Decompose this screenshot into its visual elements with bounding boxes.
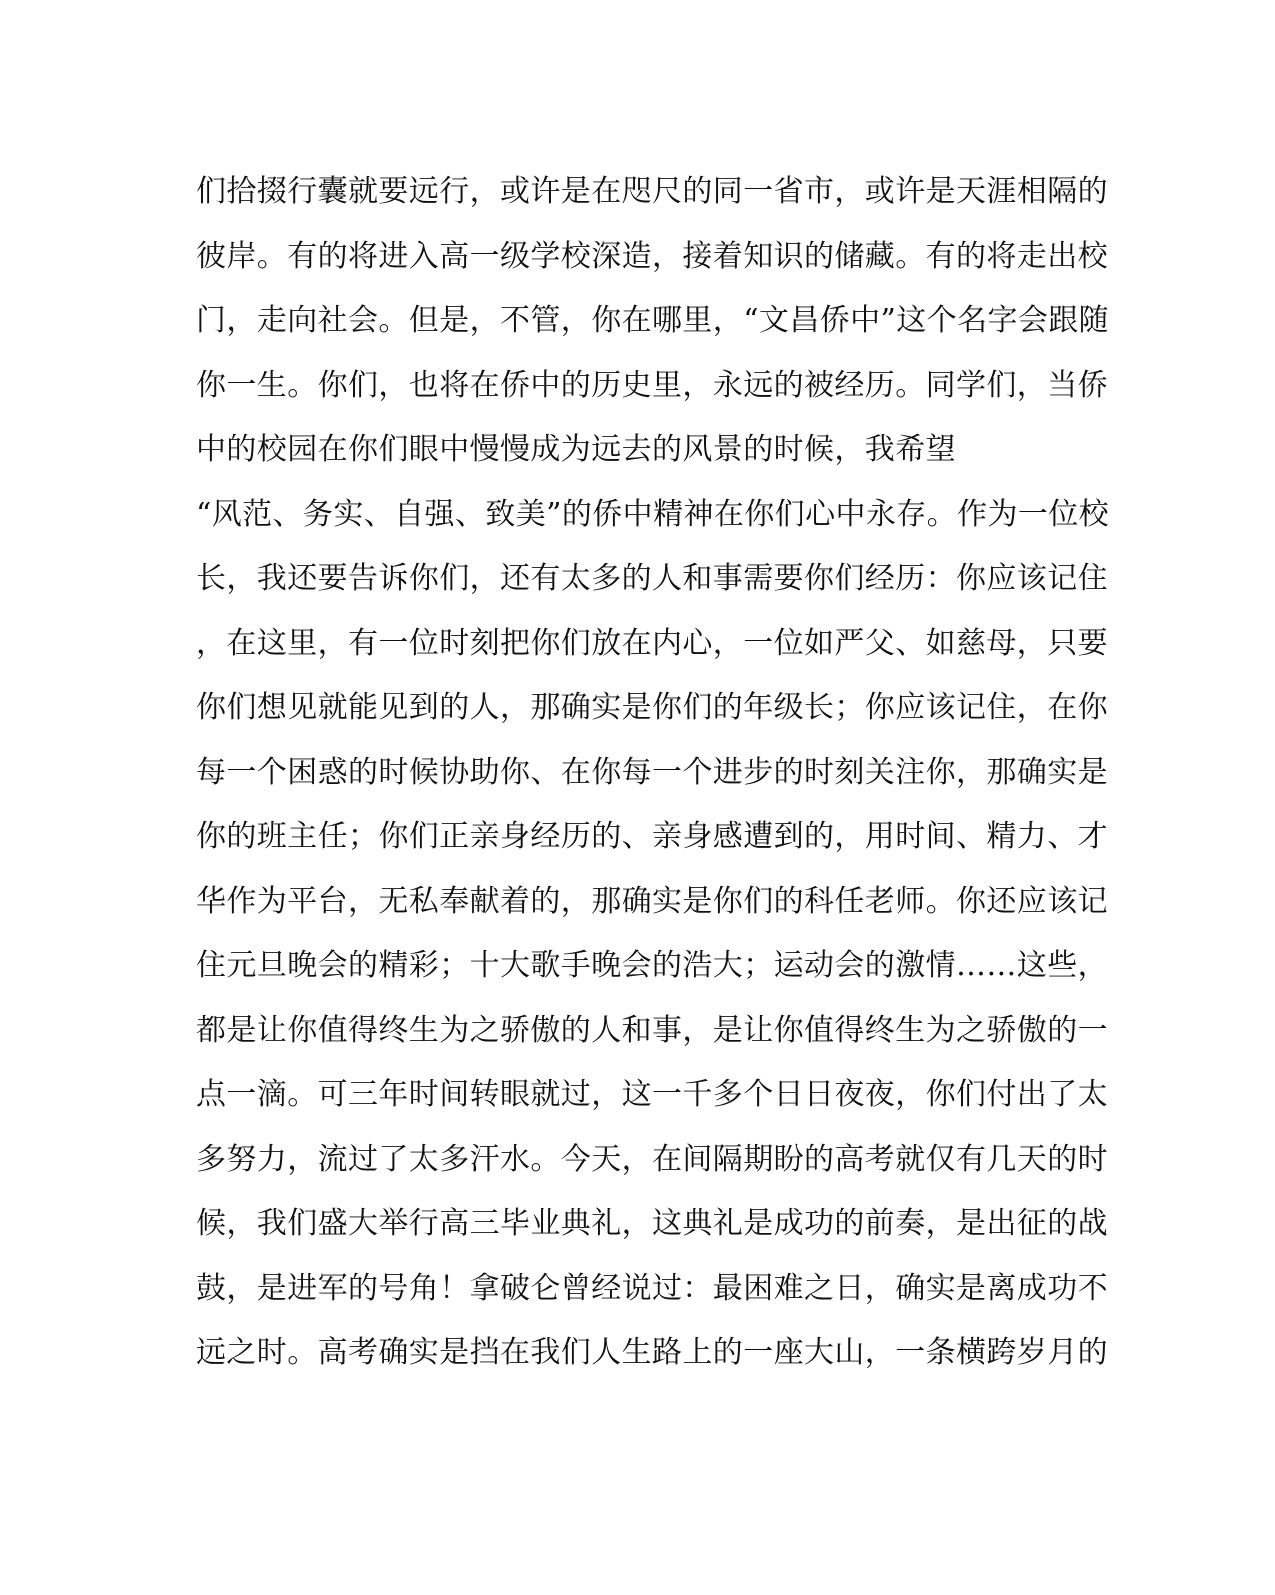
text-line: “风范、务实、自强、致美”的侨中精神在你们心中永存。作为一位校 (196, 496, 1110, 532)
body-text (196, 160, 1110, 1386)
text-line: 多努力，流过了太多汗水。今天，在间隔期盼的高考就仅有几天的时 (196, 1141, 1108, 1177)
text-line: 都是让你值得终生为之骄傲的人和事，是让你值得终生为之骄傲的一 (196, 1012, 1108, 1048)
text-line: ，在这里，有一位时刻把你们放在内心，一位如严父、如慈母，只要 (196, 625, 1108, 661)
text-line: 门，走向社会。但是，不管，你在哪里，“文昌侨中”这个名字会跟随 (196, 303, 1110, 338)
text-line: 们拾掇行囊就要远行，或许是在咫尺的同一省市，或许是天涯相隔的 (196, 174, 1108, 209)
text-line: 长，我还要告诉你们，还有太多的人和事需要你们经历：你应该记住 (196, 561, 1108, 596)
text-line: 彼岸。有的将进入高一级学校深造，接着知识的储藏。有的将走出校 (196, 238, 1108, 274)
text-line: 你的班主任；你们正亲身经历的、亲身感遭到的，用时间、精力、才 (196, 819, 1108, 854)
text-line: 每一个困惑的时候协助你、在你每一个进步的时刻关注你，那确实是 (196, 754, 1108, 790)
text-line: 中的校园在你们眼中慢慢成为远去的风景的时候，我希望 (196, 432, 956, 467)
text-line: 鼓，是进军的号角！拿破仑曾经说过：最困难之日，确实是离成功不 (196, 1270, 1108, 1306)
text-line: 远之时。高考确实是挡在我们人生路上的一座大山，一条横跨岁月的 (196, 1335, 1108, 1370)
text-line: 你一生。你们，也将在侨中的历史里，永远的被经历。同学们，当侨 (196, 367, 1108, 403)
text-line: 点一滴。可三年时间转眼就过，这一千多个日日夜夜，你们付出了太 (196, 1077, 1108, 1112)
text-line: 华作为平台，无私奉献着的，那确实是你们的科任老师。你还应该记 (196, 883, 1108, 919)
text-line: 你们想见就能见到的人，那确实是你们的年级长；你应该记住，在你 (196, 690, 1108, 725)
text-line: 候，我们盛大举行高三毕业典礼，这典礼是成功的前奏，是出征的战 (196, 1206, 1108, 1241)
text-line: 住元旦晚会的精彩；十大歌手晚会的浩大；运动会的激情……这些， (196, 948, 1108, 983)
